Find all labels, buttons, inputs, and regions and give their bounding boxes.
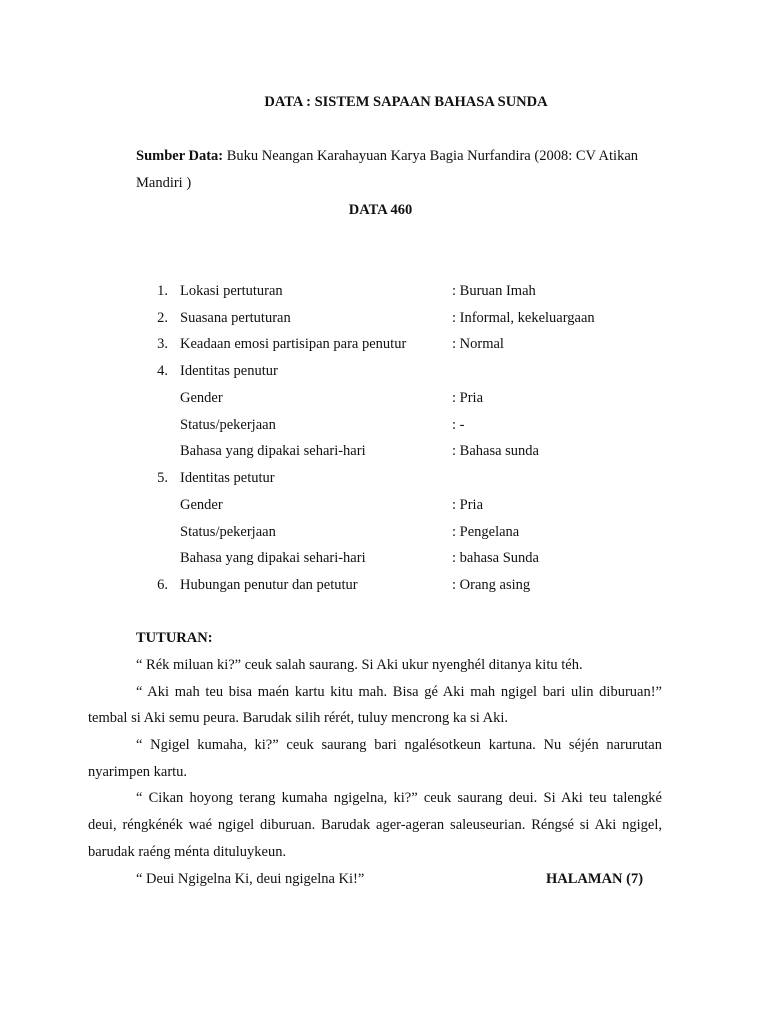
source-label: Sumber Data: xyxy=(136,148,224,164)
paragraph-line: barudak raéng ménta dituluykeun. xyxy=(88,844,287,860)
item-label: Bahasa yang dipakai sehari-hari xyxy=(180,550,366,566)
item-number: 6. xyxy=(157,577,168,593)
item-label: Gender xyxy=(180,390,223,406)
item-number: 5. xyxy=(157,470,168,486)
item-number: 2. xyxy=(157,310,168,326)
item-value: : Orang asing xyxy=(452,577,531,593)
item-number: 3. xyxy=(157,336,168,352)
data-number: DATA 460 xyxy=(348,202,413,218)
item-number: 4. xyxy=(157,363,168,379)
item-value: : Pria xyxy=(452,497,484,513)
item-value: : Buruan Imah xyxy=(452,283,536,299)
paragraph-line: tembal si Aki semu peura. Barudak silih rérét, tuluy mencrong ka si Aki. xyxy=(88,710,509,726)
item-value: : bahasa Sunda xyxy=(452,550,539,566)
source-line-1 xyxy=(136,148,638,165)
item-label: Identitas petutur xyxy=(180,470,275,486)
paragraph-line: deui, réngkénék waé ngigel diburuan. Barudak ager-ageran saleuseurian. Réngsé si Aki ngigel, xyxy=(88,817,662,833)
item-label: Hubungan penutur dan petutur xyxy=(180,577,358,593)
document-title: DATA : SISTEM SAPAAN BAHASA SUNDA xyxy=(264,94,548,110)
item-label: Identitas penutur xyxy=(180,363,278,379)
item-value: : Informal, kekeluargaan xyxy=(452,310,595,326)
paragraph-line: “ Cikan hoyong terang kumaha ngigelna, ki?” ceuk saurang deui. Si Aki teu talengké xyxy=(136,790,662,806)
item-value: : Pria xyxy=(452,390,484,406)
item-label: Bahasa yang dipakai sehari-hari xyxy=(180,443,366,459)
paragraph-line: nyarimpen kartu. xyxy=(88,764,188,780)
paragraph-line: “ Ngigel kumaha, ki?” ceuk saurang bari ngalésotkeun kartuna. Nu séjén narurutan xyxy=(136,737,662,753)
item-label: Keadaan emosi partisipan para penutur xyxy=(180,336,407,352)
item-value: : Bahasa sunda xyxy=(452,443,539,459)
item-label: Suasana pertuturan xyxy=(180,310,291,326)
item-label: Status/pekerjaan xyxy=(180,524,276,540)
item-label: Status/pekerjaan xyxy=(180,417,276,433)
paragraph-line: “ Aki mah teu bisa maén kartu kitu mah. Bisa gé Aki mah ngigel bari ulin diburuan!” xyxy=(136,684,662,700)
item-value: : Pengelana xyxy=(452,524,520,540)
source-line-2: Mandiri ) xyxy=(136,175,192,191)
item-value: : Normal xyxy=(452,336,504,352)
page-label: HALAMAN (7) xyxy=(546,871,644,887)
item-number: 1. xyxy=(157,283,168,299)
item-value: : - xyxy=(452,417,465,433)
tuturan-heading: TUTURAN: xyxy=(136,630,213,646)
paragraph-line: “ Deui Ngigelna Ki, deui ngigelna Ki!” xyxy=(136,871,365,887)
item-label: Gender xyxy=(180,497,223,513)
item-label: Lokasi pertuturan xyxy=(180,283,283,299)
source-text: Buku Neangan Karahayuan Karya Bagia Nurfandira (2008: CV Atikan xyxy=(226,148,639,164)
paragraph-line: “ Rék miluan ki?” ceuk salah saurang. Si Aki ukur nyenghél ditanya kitu téh. xyxy=(136,657,583,673)
